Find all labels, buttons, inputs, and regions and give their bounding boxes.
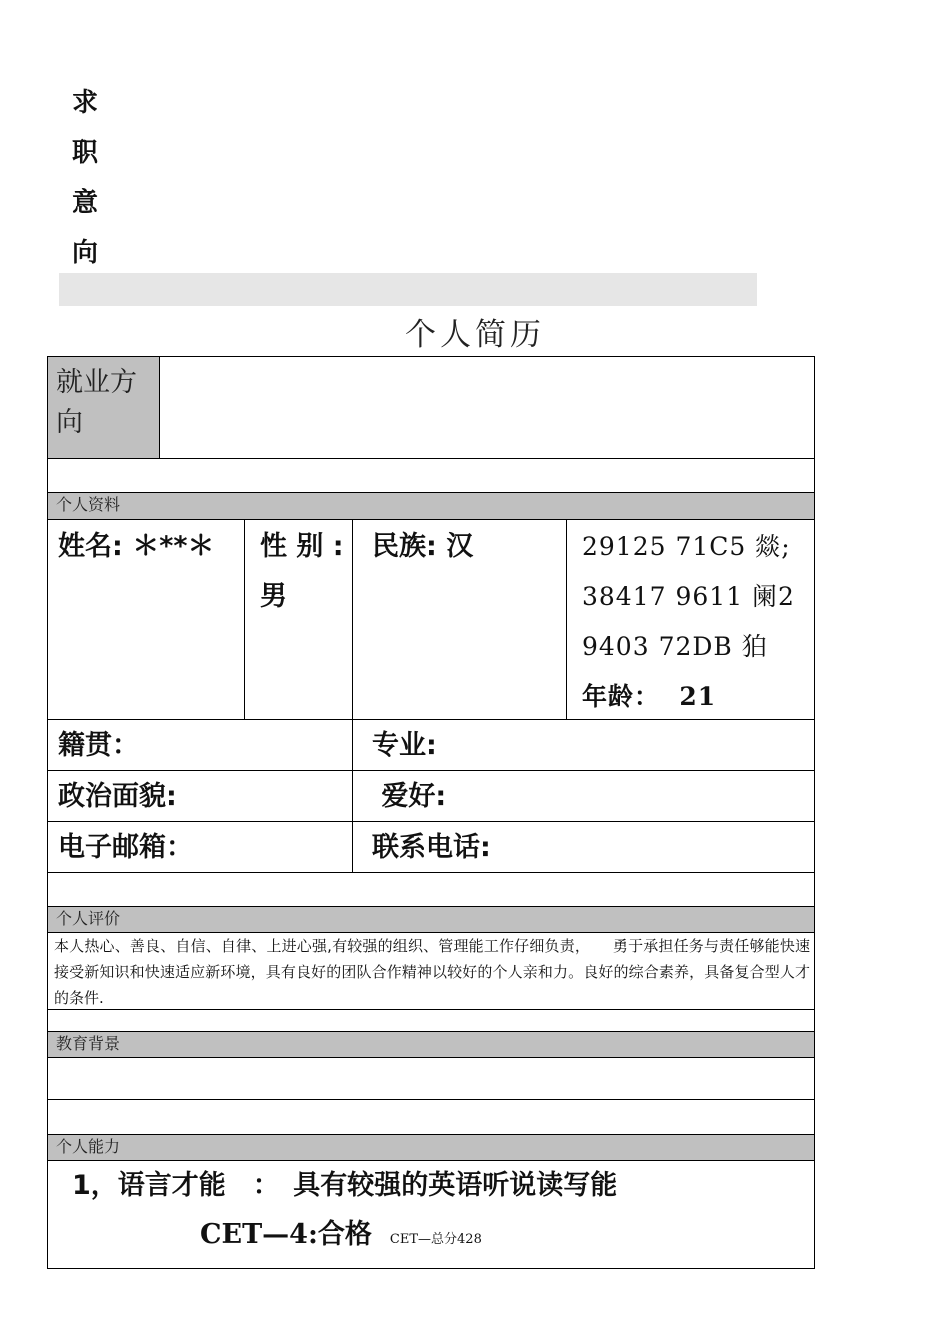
political-status-field: 政治面貌: (58, 781, 177, 812)
divider (244, 520, 245, 719)
job-direction-label (48, 357, 159, 458)
divider (566, 520, 567, 719)
code-line: 9403 72DB 狛 (582, 632, 768, 661)
cet-score-note: CET—总分428 (389, 1232, 482, 1247)
divider (47, 770, 815, 771)
ethnicity-field: 民族: 汉 (372, 531, 474, 562)
code-block (582, 522, 812, 722)
vertical-title-char: 意 (72, 188, 99, 218)
section-header-profile: 个人资料 (48, 493, 814, 519)
gender-value: 男 (260, 581, 287, 612)
hobby-field: 爱好: (372, 781, 447, 812)
name-field: 姓名: ＊**＊ (58, 531, 215, 562)
vertical-title (72, 78, 112, 278)
job-direction-label-line: 就业方 (56, 367, 137, 398)
code-line: 29125 71C5 燚; (582, 532, 791, 561)
age-field: 年龄： 21 (582, 682, 717, 711)
divider (159, 357, 160, 458)
phone-field: 联系电话: (372, 832, 491, 863)
ability-language: 1，语言才能 ： 具有较强的英语听说读写能 (72, 1170, 618, 1201)
gender-label: 性 别 : (260, 531, 344, 562)
major-field: 专业: (372, 730, 437, 761)
cet-result: CET—4:合格 (200, 1219, 372, 1250)
email-field: 电子邮箱： (58, 832, 193, 863)
divider (47, 1160, 815, 1161)
divider (352, 520, 353, 872)
divider (47, 1057, 815, 1058)
grey-band (59, 273, 757, 306)
divider (47, 519, 815, 520)
section-header-education: 教育背景 (48, 1032, 814, 1057)
ability-cet (200, 1212, 482, 1263)
native-place-field: 籍贯： (58, 730, 139, 761)
divider (47, 821, 815, 822)
page-title: 个人简历 (405, 317, 545, 353)
divider (47, 458, 815, 459)
job-direction-value[interactable] (166, 364, 806, 452)
section-header-ability: 个人能力 (48, 1135, 814, 1160)
vertical-title-char: 向 (72, 238, 99, 268)
section-header-evaluation: 个人评价 (48, 907, 814, 932)
job-direction-label-line: 向 (56, 407, 83, 438)
self-evaluation-text: 本人热心、善良、自信、自律、上进心强,有较强的组织、管理能工作仔细负责， 勇于承担任务与责任够能快速接受新知识和快速适应新环境，具有良好的团队合作精神以较好的个人亲和力。良好的综合素养，具备复合型人才的条件. (54, 937, 810, 1007)
code-line: 38417 9611 阑2 (582, 582, 795, 611)
vertical-title-char: 职 (72, 138, 99, 168)
divider (47, 872, 815, 873)
vertical-title-char: 求 (72, 88, 99, 118)
gender-field (260, 522, 352, 622)
divider (47, 1009, 815, 1010)
divider (47, 1099, 815, 1100)
divider (47, 719, 815, 720)
